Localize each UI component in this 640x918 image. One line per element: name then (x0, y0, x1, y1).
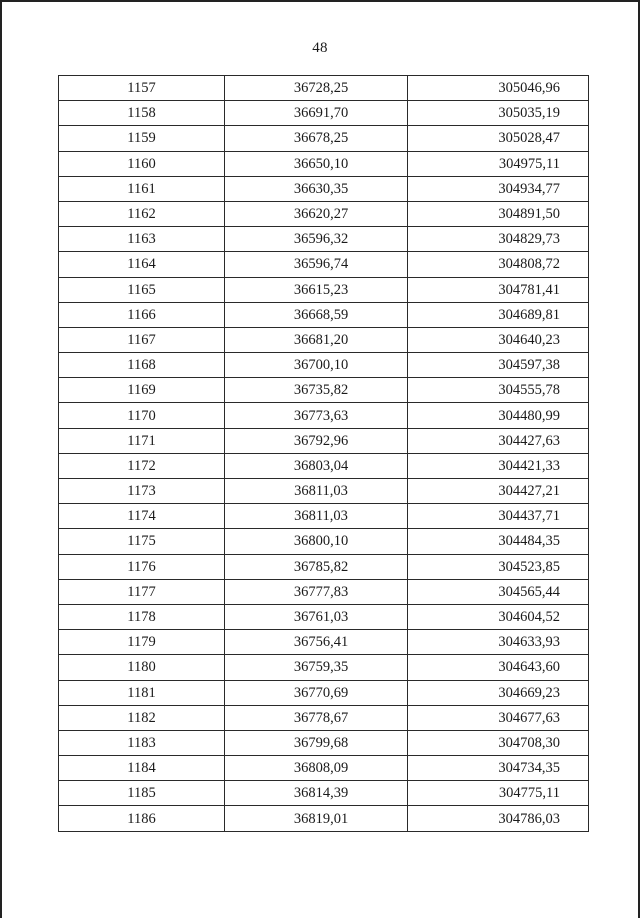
point-number-cell: 1186 (59, 806, 225, 831)
x-coordinate-cell: 36777,83 (225, 579, 408, 604)
table-row (59, 126, 589, 151)
y-coordinate-cell: 304643,60 (408, 655, 589, 680)
table-row (59, 705, 589, 730)
point-number-cell: 1174 (59, 504, 225, 529)
y-coordinate-cell: 304484,35 (408, 529, 589, 554)
x-coordinate-cell: 36691,70 (225, 101, 408, 126)
y-coordinate-cell: 304829,73 (408, 227, 589, 252)
point-number-cell: 1181 (59, 680, 225, 705)
y-coordinate-cell: 304975,11 (408, 151, 589, 176)
table-row (59, 479, 589, 504)
table-row (59, 730, 589, 755)
scan-border-left (0, 0, 2, 918)
table-row (59, 655, 589, 680)
point-number-cell: 1182 (59, 705, 225, 730)
y-coordinate-cell: 305046,96 (408, 76, 589, 101)
y-coordinate-cell: 304891,50 (408, 201, 589, 226)
scan-border-top (0, 0, 640, 2)
table-row (59, 76, 589, 101)
y-coordinate-cell: 304689,81 (408, 302, 589, 327)
x-coordinate-cell: 36668,59 (225, 302, 408, 327)
y-coordinate-cell: 304786,03 (408, 806, 589, 831)
table-row (59, 201, 589, 226)
x-coordinate-cell: 36814,39 (225, 781, 408, 806)
y-coordinate-cell: 304734,35 (408, 756, 589, 781)
x-coordinate-cell: 36728,25 (225, 76, 408, 101)
y-coordinate-cell: 305035,19 (408, 101, 589, 126)
y-coordinate-cell: 304633,93 (408, 630, 589, 655)
table-row (59, 327, 589, 352)
point-number-cell: 1160 (59, 151, 225, 176)
x-coordinate-cell: 36800,10 (225, 529, 408, 554)
x-coordinate-cell: 36620,27 (225, 201, 408, 226)
y-coordinate-cell: 304775,11 (408, 781, 589, 806)
x-coordinate-cell: 36778,67 (225, 705, 408, 730)
y-coordinate-cell: 304427,63 (408, 428, 589, 453)
table-row (59, 252, 589, 277)
y-coordinate-cell: 304808,72 (408, 252, 589, 277)
x-coordinate-cell: 36785,82 (225, 554, 408, 579)
x-coordinate-cell: 36792,96 (225, 428, 408, 453)
point-number-cell: 1177 (59, 579, 225, 604)
point-number-cell: 1168 (59, 353, 225, 378)
point-number-cell: 1172 (59, 453, 225, 478)
table-row (59, 227, 589, 252)
point-number-cell: 1175 (59, 529, 225, 554)
y-coordinate-cell: 304555,78 (408, 378, 589, 403)
table-row (59, 529, 589, 554)
point-number-cell: 1173 (59, 479, 225, 504)
table-row (59, 302, 589, 327)
table-row (59, 579, 589, 604)
y-coordinate-cell: 305028,47 (408, 126, 589, 151)
coordinates-table (58, 75, 589, 832)
point-number-cell: 1176 (59, 554, 225, 579)
x-coordinate-cell: 36761,03 (225, 604, 408, 629)
table-row (59, 781, 589, 806)
x-coordinate-cell: 36630,35 (225, 176, 408, 201)
y-coordinate-cell: 304480,99 (408, 403, 589, 428)
x-coordinate-cell: 36596,32 (225, 227, 408, 252)
point-number-cell: 1159 (59, 126, 225, 151)
table-row (59, 176, 589, 201)
point-number-cell: 1183 (59, 730, 225, 755)
point-number-cell: 1163 (59, 227, 225, 252)
table-row (59, 378, 589, 403)
table-row (59, 101, 589, 126)
table-row (59, 428, 589, 453)
point-number-cell: 1169 (59, 378, 225, 403)
y-coordinate-cell: 304934,77 (408, 176, 589, 201)
y-coordinate-cell: 304437,71 (408, 504, 589, 529)
point-number-cell: 1185 (59, 781, 225, 806)
table-row (59, 806, 589, 831)
x-coordinate-cell: 36770,69 (225, 680, 408, 705)
y-coordinate-cell: 304781,41 (408, 277, 589, 302)
y-coordinate-cell: 304421,33 (408, 453, 589, 478)
point-number-cell: 1180 (59, 655, 225, 680)
table-row (59, 277, 589, 302)
y-coordinate-cell: 304604,52 (408, 604, 589, 629)
table-row (59, 353, 589, 378)
x-coordinate-cell: 36811,03 (225, 479, 408, 504)
x-coordinate-cell: 36596,74 (225, 252, 408, 277)
x-coordinate-cell: 36808,09 (225, 756, 408, 781)
table-row (59, 630, 589, 655)
table-row (59, 554, 589, 579)
x-coordinate-cell: 36650,10 (225, 151, 408, 176)
y-coordinate-cell: 304677,63 (408, 705, 589, 730)
y-coordinate-cell: 304565,44 (408, 579, 589, 604)
x-coordinate-cell: 36819,01 (225, 806, 408, 831)
x-coordinate-cell: 36735,82 (225, 378, 408, 403)
y-coordinate-cell: 304708,30 (408, 730, 589, 755)
x-coordinate-cell: 36678,25 (225, 126, 408, 151)
table-row (59, 453, 589, 478)
x-coordinate-cell: 36759,35 (225, 655, 408, 680)
point-number-cell: 1184 (59, 756, 225, 781)
x-coordinate-cell: 36756,41 (225, 630, 408, 655)
y-coordinate-cell: 304640,23 (408, 327, 589, 352)
coordinates-table-body (59, 76, 589, 832)
point-number-cell: 1161 (59, 176, 225, 201)
page-number: 48 (312, 40, 328, 56)
x-coordinate-cell: 36803,04 (225, 453, 408, 478)
point-number-cell: 1162 (59, 201, 225, 226)
table-row (59, 680, 589, 705)
point-number-cell: 1158 (59, 101, 225, 126)
x-coordinate-cell: 36799,68 (225, 730, 408, 755)
point-number-cell: 1157 (59, 76, 225, 101)
point-number-cell: 1165 (59, 277, 225, 302)
point-number-cell: 1164 (59, 252, 225, 277)
y-coordinate-cell: 304523,85 (408, 554, 589, 579)
table-row (59, 504, 589, 529)
point-number-cell: 1167 (59, 327, 225, 352)
x-coordinate-cell: 36681,20 (225, 327, 408, 352)
table-row (59, 756, 589, 781)
point-number-cell: 1179 (59, 630, 225, 655)
table-row (59, 604, 589, 629)
point-number-cell: 1171 (59, 428, 225, 453)
table-row (59, 151, 589, 176)
x-coordinate-cell: 36811,03 (225, 504, 408, 529)
y-coordinate-cell: 304597,38 (408, 353, 589, 378)
point-number-cell: 1178 (59, 604, 225, 629)
table-row (59, 403, 589, 428)
y-coordinate-cell: 304669,23 (408, 680, 589, 705)
point-number-cell: 1170 (59, 403, 225, 428)
x-coordinate-cell: 36700,10 (225, 353, 408, 378)
point-number-cell: 1166 (59, 302, 225, 327)
y-coordinate-cell: 304427,21 (408, 479, 589, 504)
x-coordinate-cell: 36615,23 (225, 277, 408, 302)
x-coordinate-cell: 36773,63 (225, 403, 408, 428)
